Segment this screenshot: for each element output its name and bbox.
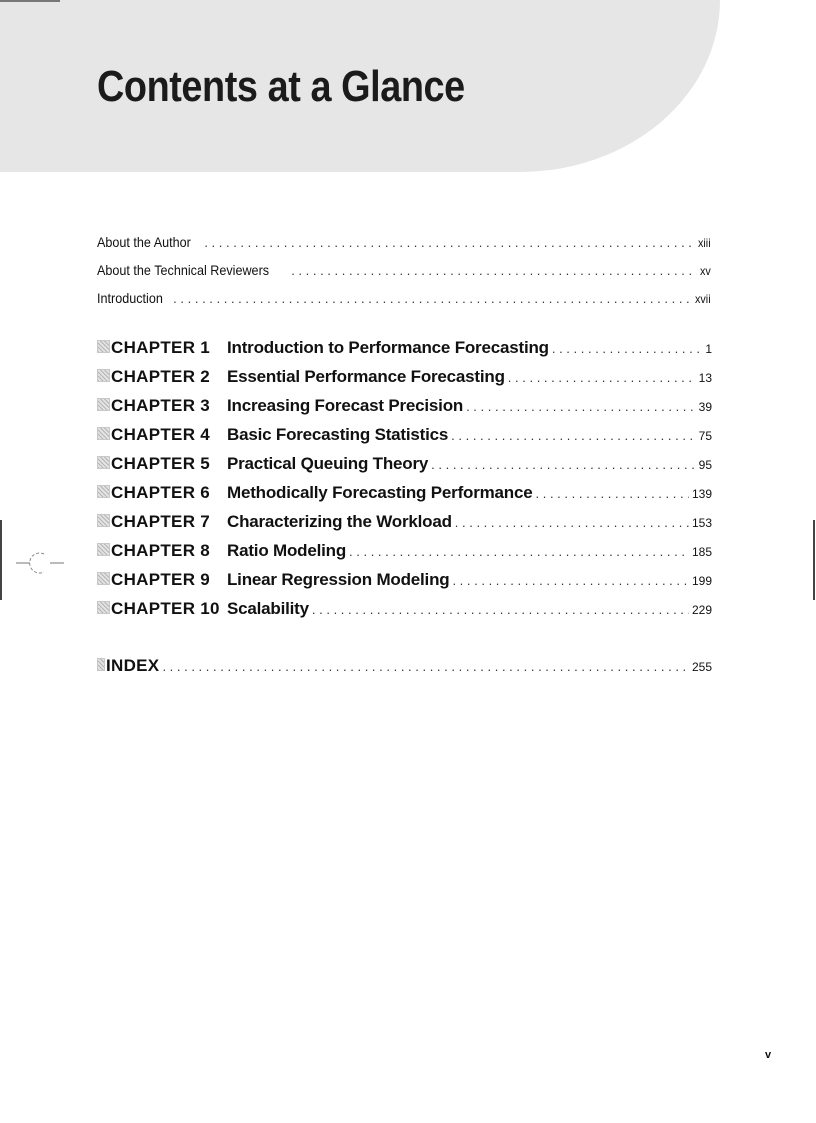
chapter-page: 229	[691, 603, 712, 617]
top-rule	[0, 0, 60, 2]
chapter-title: Introduction to Performance Forecasting	[227, 338, 549, 357]
tag-box-icon	[97, 369, 110, 382]
toc-entry-chapter-7[interactable]	[97, 512, 712, 541]
chapter-page: 1	[705, 342, 712, 356]
chapter-tag-label: CHAPTER 5	[111, 454, 211, 473]
toc-entry-about-author[interactable]	[97, 234, 712, 262]
toc-entry-chapter-1[interactable]	[97, 338, 712, 367]
dot-leader	[291, 263, 697, 278]
chapter-tag-label: CHAPTER 1	[111, 338, 211, 357]
chapter-tag-label: CHAPTER 9	[111, 570, 211, 589]
page-title: Contents at a Glance	[97, 62, 465, 111]
chapter-title: Basic Forecasting Statistics	[227, 425, 449, 444]
toc-entry-chapter-4[interactable]	[97, 425, 712, 454]
dot-leader	[204, 235, 695, 250]
index-page: 255	[691, 660, 712, 674]
chapter-title: Ratio Modeling	[227, 541, 347, 560]
dot-leader	[451, 428, 695, 443]
chapter-tag-label: CHAPTER 8	[111, 541, 211, 560]
chapter-tag-label: CHAPTER 2	[111, 367, 211, 386]
crop-mark-right	[813, 520, 815, 600]
chapter-page: 153	[691, 516, 712, 530]
chapter-page: 13	[698, 371, 712, 385]
dot-leader	[552, 341, 702, 356]
tag-box-icon	[97, 340, 110, 353]
chapter-tag	[97, 541, 227, 561]
entry-page: xiii	[698, 236, 711, 250]
entry-title: Introduction	[97, 290, 163, 306]
toc-entry-chapter-9[interactable]	[97, 570, 712, 599]
chapter-tag	[97, 599, 227, 619]
chapter-tag	[97, 367, 227, 387]
chapter-title: Essential Performance Forecasting	[227, 367, 505, 386]
chapter-tag-label: CHAPTER 3	[111, 396, 211, 415]
chapter-title: Methodically Forecasting Performance	[227, 483, 533, 502]
page-number: v	[765, 1049, 772, 1061]
tag-box-icon	[97, 456, 110, 469]
dot-leader	[312, 602, 689, 617]
chapter-title: Characterizing the Workload	[227, 512, 452, 531]
chapter-tag-label: CHAPTER 4	[111, 425, 211, 444]
tag-box-icon	[97, 427, 110, 440]
entry-title: About the Author	[97, 234, 191, 250]
toc-entry-introduction[interactable]	[97, 290, 712, 318]
dot-leader	[349, 544, 689, 559]
front-matter-list	[97, 234, 712, 318]
toc-entry-chapter-3[interactable]	[97, 396, 712, 425]
dot-leader	[455, 515, 689, 530]
chapter-page: 95	[698, 458, 712, 472]
index-section	[97, 656, 712, 680]
chapter-title: Scalability	[227, 599, 309, 618]
chapter-tag-label: CHAPTER 7	[111, 512, 211, 531]
dot-leader	[162, 659, 689, 674]
dot-leader	[536, 486, 689, 501]
tag-box-icon	[97, 514, 110, 527]
toc-entry-chapter-5[interactable]	[97, 454, 712, 483]
dot-leader	[466, 399, 696, 414]
index-label: INDEX	[105, 656, 160, 675]
chapter-title: Practical Queuing Theory	[227, 454, 429, 473]
dot-leader	[173, 291, 691, 306]
chapter-tag	[97, 570, 227, 590]
chapter-tag	[97, 338, 227, 358]
tag-box-icon	[97, 601, 110, 614]
chapter-list	[97, 338, 712, 628]
dot-leader	[431, 457, 695, 472]
chapter-tag	[97, 483, 227, 503]
registration-mark-icon	[16, 548, 64, 578]
chapter-tag	[97, 396, 227, 416]
dot-leader	[508, 370, 696, 385]
chapter-tag	[97, 454, 227, 474]
toc-entry-about-reviewers[interactable]	[97, 262, 712, 290]
dot-leader	[452, 573, 689, 588]
tag-box-icon	[97, 398, 110, 411]
crop-mark-left	[0, 520, 2, 600]
chapter-tag	[97, 512, 227, 532]
chapter-tag-label: CHAPTER 6	[111, 483, 211, 502]
chapter-tag	[97, 425, 227, 445]
chapter-page: 185	[691, 545, 712, 559]
chapter-page: 199	[691, 574, 712, 588]
entry-page: xv	[700, 264, 711, 278]
chapter-tag-label: CHAPTER 10	[111, 599, 220, 618]
toc-entry-chapter-6[interactable]	[97, 483, 712, 512]
chapter-page: 139	[691, 487, 712, 501]
tag-box-icon	[97, 485, 110, 498]
toc-entry-index[interactable]	[97, 656, 712, 680]
entry-page: xvii	[694, 292, 711, 306]
tag-box-icon	[97, 572, 110, 585]
toc-entry-chapter-10[interactable]	[97, 599, 712, 628]
chapter-page: 39	[698, 400, 712, 414]
entry-title: About the Technical Reviewers	[97, 262, 270, 278]
toc-entry-chapter-2[interactable]	[97, 367, 712, 396]
tag-box-icon	[97, 658, 105, 671]
tag-box-icon	[97, 543, 110, 556]
toc-entry-chapter-8[interactable]	[97, 541, 712, 570]
chapter-title: Increasing Forecast Precision	[227, 396, 464, 415]
chapter-page: 75	[698, 429, 712, 443]
chapter-title: Linear Regression Modeling	[227, 570, 450, 589]
